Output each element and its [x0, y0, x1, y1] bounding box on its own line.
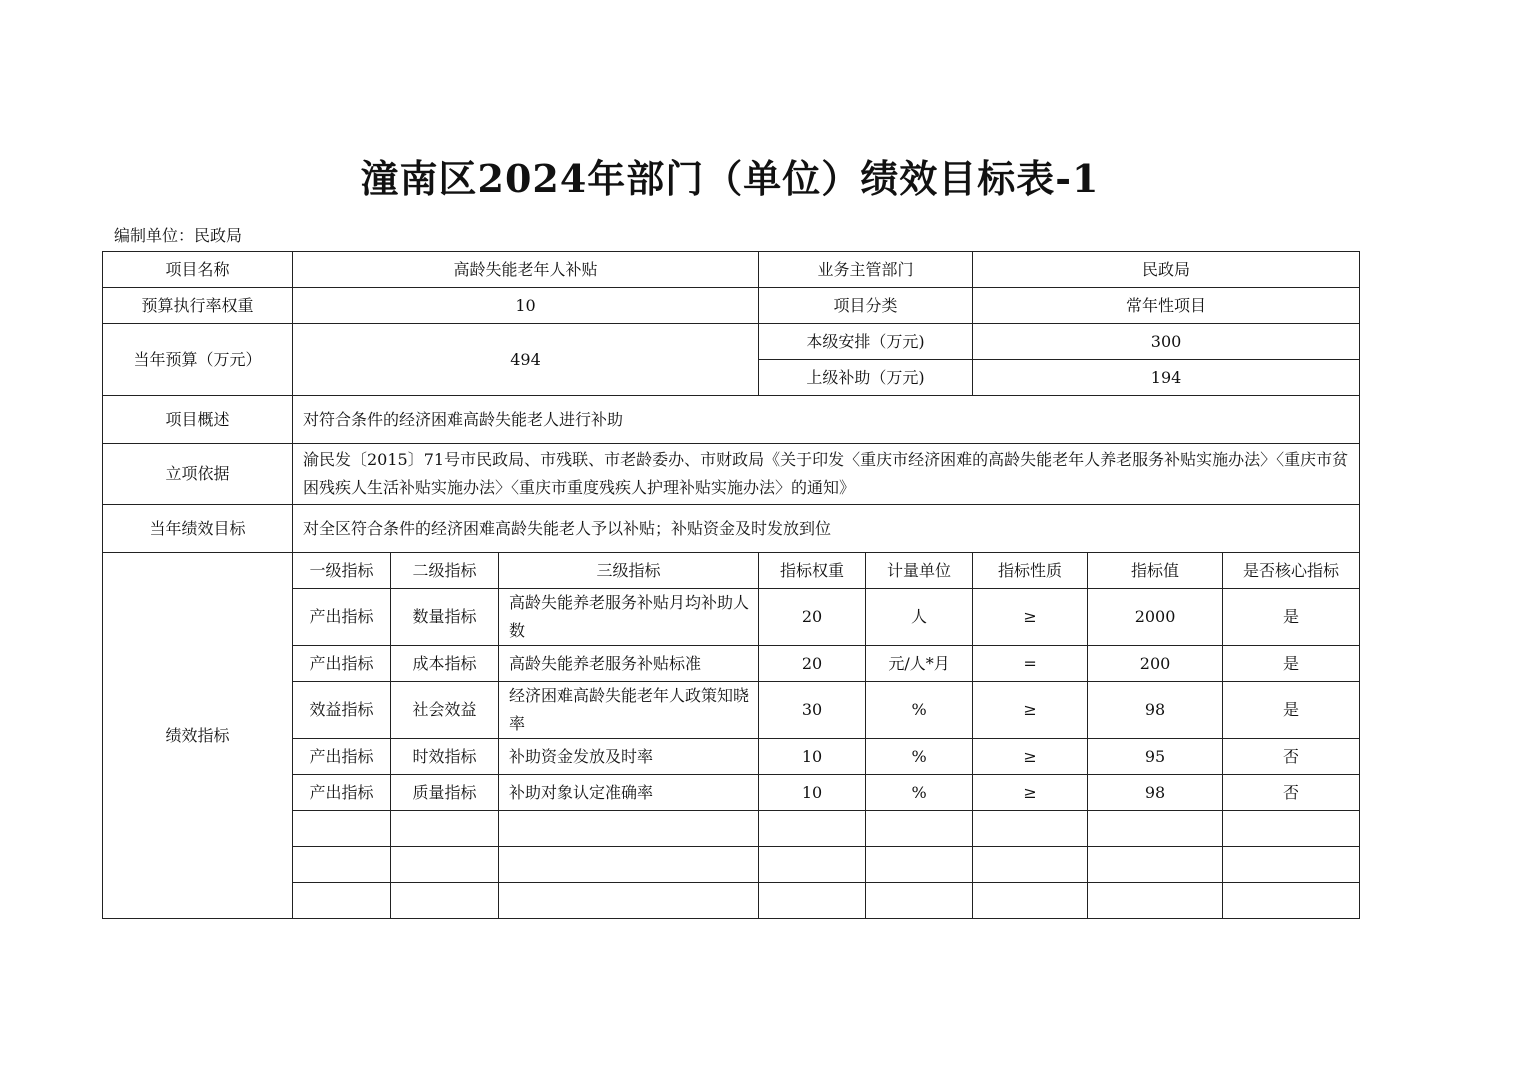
- header-core: 是否核心指标: [1223, 553, 1360, 589]
- empty-cell: [499, 847, 759, 883]
- superior-value: 194: [973, 360, 1360, 396]
- level2-cell: 社会效益: [391, 682, 499, 739]
- empty-cell: [973, 847, 1088, 883]
- row-budget: [103, 324, 1360, 360]
- empty-cell: [866, 811, 973, 847]
- empty-cell: [499, 811, 759, 847]
- weight-cell: 30: [759, 682, 866, 739]
- category-value: 常年性项目: [973, 288, 1360, 324]
- unit-cell: 人: [866, 589, 973, 646]
- empty-cell: [973, 811, 1088, 847]
- value-cell: 2000: [1088, 589, 1223, 646]
- header-nature: 指标性质: [973, 553, 1088, 589]
- empty-cell: [293, 847, 391, 883]
- unit-cell: %: [866, 739, 973, 775]
- compiling-unit: 编制单位：民政局: [114, 226, 243, 245]
- level2-cell: 数量指标: [391, 589, 499, 646]
- indicators-section-label: 绩效指标: [103, 553, 293, 919]
- empty-cell: [499, 883, 759, 919]
- value-cell: 200: [1088, 646, 1223, 682]
- weight-cell: 20: [759, 646, 866, 682]
- core-cell: 是: [1223, 682, 1360, 739]
- weight-value: 10: [293, 288, 759, 324]
- nature-cell: ≥: [973, 739, 1088, 775]
- indicator-header-row: [103, 553, 1360, 589]
- budget-label: 当年预算（万元）: [103, 324, 293, 396]
- level3-cell: 经济困难高龄失能老年人政策知晓率: [499, 682, 759, 739]
- weight-label: 预算执行率权重: [103, 288, 293, 324]
- local-label: 本级安排（万元): [759, 324, 973, 360]
- dept-label: 业务主管部门: [759, 252, 973, 288]
- empty-cell: [759, 883, 866, 919]
- empty-cell: [759, 811, 866, 847]
- header-level1: 一级指标: [293, 553, 391, 589]
- core-cell: 否: [1223, 739, 1360, 775]
- level2-cell: 时效指标: [391, 739, 499, 775]
- row-basis: [103, 444, 1360, 505]
- level3-cell: 补助对象认定准确率: [499, 775, 759, 811]
- nature-cell: ≥: [973, 682, 1088, 739]
- empty-cell: [866, 883, 973, 919]
- core-cell: 是: [1223, 589, 1360, 646]
- weight-cell: 10: [759, 739, 866, 775]
- goal-value: 对全区符合条件的经济困难高龄失能老人予以补贴；补贴资金及时发放到位: [293, 505, 1360, 553]
- weight-cell: 10: [759, 775, 866, 811]
- overview-value: 对符合条件的经济困难高龄失能老人进行补助: [293, 396, 1360, 444]
- unit-cell: %: [866, 775, 973, 811]
- level3-cell: 补助资金发放及时率: [499, 739, 759, 775]
- empty-cell: [293, 883, 391, 919]
- header-level2: 二级指标: [391, 553, 499, 589]
- nature-cell: =: [973, 646, 1088, 682]
- overview-label: 项目概述: [103, 396, 293, 444]
- performance-target-table: [102, 251, 1360, 919]
- row-goal: [103, 505, 1360, 553]
- nature-cell: ≥: [973, 775, 1088, 811]
- empty-cell: [391, 883, 499, 919]
- nature-cell: ≥: [973, 589, 1088, 646]
- empty-cell: [391, 811, 499, 847]
- empty-cell: [293, 811, 391, 847]
- empty-cell: [391, 847, 499, 883]
- empty-cell: [973, 883, 1088, 919]
- value-cell: 95: [1088, 739, 1223, 775]
- level1-cell: 效益指标: [293, 682, 391, 739]
- empty-cell: [1088, 847, 1223, 883]
- row-weight: [103, 288, 1360, 324]
- unit-cell: %: [866, 682, 973, 739]
- level2-cell: 成本指标: [391, 646, 499, 682]
- empty-cell: [1088, 811, 1223, 847]
- unit-cell: 元/人*月: [866, 646, 973, 682]
- empty-cell: [1223, 883, 1360, 919]
- header-level3: 三级指标: [499, 553, 759, 589]
- weight-cell: 20: [759, 589, 866, 646]
- empty-cell: [1223, 811, 1360, 847]
- empty-cell: [759, 847, 866, 883]
- budget-value: 494: [293, 324, 759, 396]
- local-value: 300: [973, 324, 1360, 360]
- level1-cell: 产出指标: [293, 739, 391, 775]
- level1-cell: 产出指标: [293, 646, 391, 682]
- level3-cell: 高龄失能养老服务补贴标准: [499, 646, 759, 682]
- basis-value: 渝民发〔2015〕71号市民政局、市残联、市老龄委办、市财政局《关于印发〈重庆市经济困难的高龄失能老年人养老服务补贴实施办法〉〈重庆市贫困残疾人生活补贴实施办法〉〈重庆市重度残疾人护理补贴实施办法〉的通知》: [293, 444, 1360, 505]
- header-unit: 计量单位: [866, 553, 973, 589]
- core-cell: 否: [1223, 775, 1360, 811]
- basis-label: 立项依据: [103, 444, 293, 505]
- level2-cell: 质量指标: [391, 775, 499, 811]
- value-cell: 98: [1088, 682, 1223, 739]
- superior-label: 上级补助（万元): [759, 360, 973, 396]
- project-name-value: 高龄失能老年人补贴: [293, 252, 759, 288]
- level1-cell: 产出指标: [293, 775, 391, 811]
- header-value: 指标值: [1088, 553, 1223, 589]
- project-name-label: 项目名称: [103, 252, 293, 288]
- level1-cell: 产出指标: [293, 589, 391, 646]
- empty-cell: [1223, 847, 1360, 883]
- dept-value: 民政局: [973, 252, 1360, 288]
- header-weight: 指标权重: [759, 553, 866, 589]
- level3-cell: 高龄失能养老服务补贴月均补助人数: [499, 589, 759, 646]
- row-overview: [103, 396, 1360, 444]
- page-title: 潼南区2024年部门（单位）绩效目标表-1: [360, 156, 1100, 201]
- category-label: 项目分类: [759, 288, 973, 324]
- core-cell: 是: [1223, 646, 1360, 682]
- empty-cell: [1088, 883, 1223, 919]
- goal-label: 当年绩效目标: [103, 505, 293, 553]
- value-cell: 98: [1088, 775, 1223, 811]
- empty-cell: [866, 847, 973, 883]
- row-project-name: [103, 252, 1360, 288]
